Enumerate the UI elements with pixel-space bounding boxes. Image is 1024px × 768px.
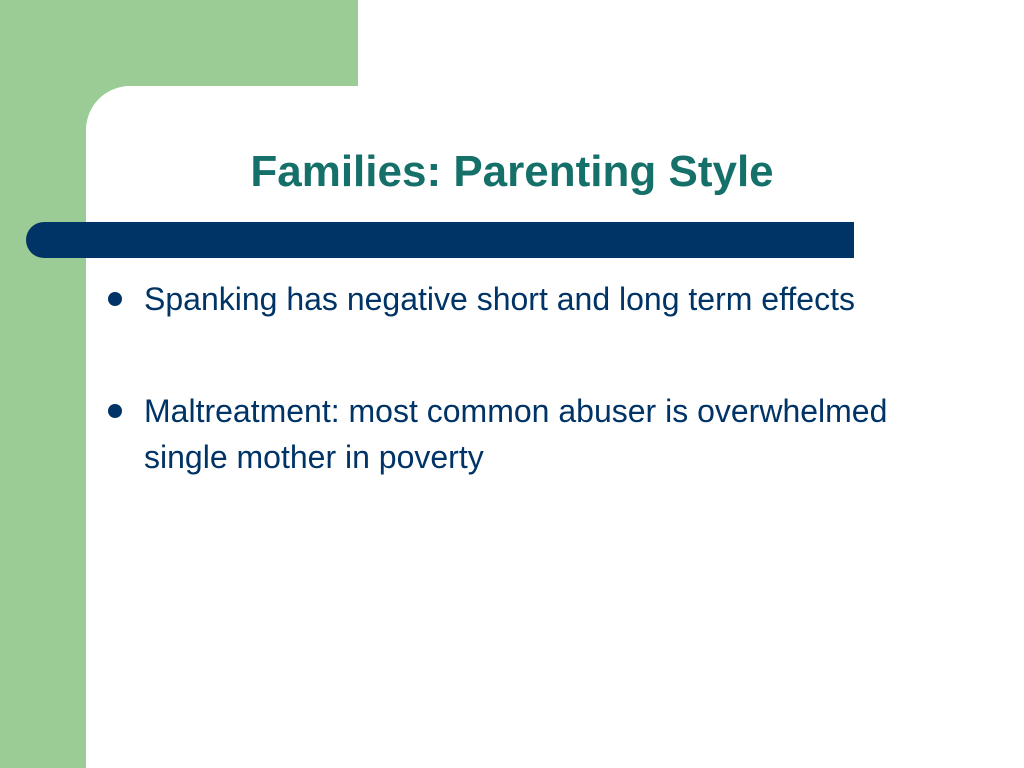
bullet-text: Maltreatment: most common abuser is overwhelmed single mother in poverty [144, 393, 888, 475]
title-underline-bar [26, 222, 854, 258]
bullet-item [100, 388, 920, 480]
bullet-dot-icon [108, 292, 122, 306]
slide-title: Families: Parenting Style [250, 147, 774, 196]
bullet-list [100, 276, 920, 546]
bullet-item [100, 276, 920, 322]
bullet-text: Spanking has negative short and long term effects [144, 281, 855, 317]
bullet-dot-icon [108, 404, 122, 418]
